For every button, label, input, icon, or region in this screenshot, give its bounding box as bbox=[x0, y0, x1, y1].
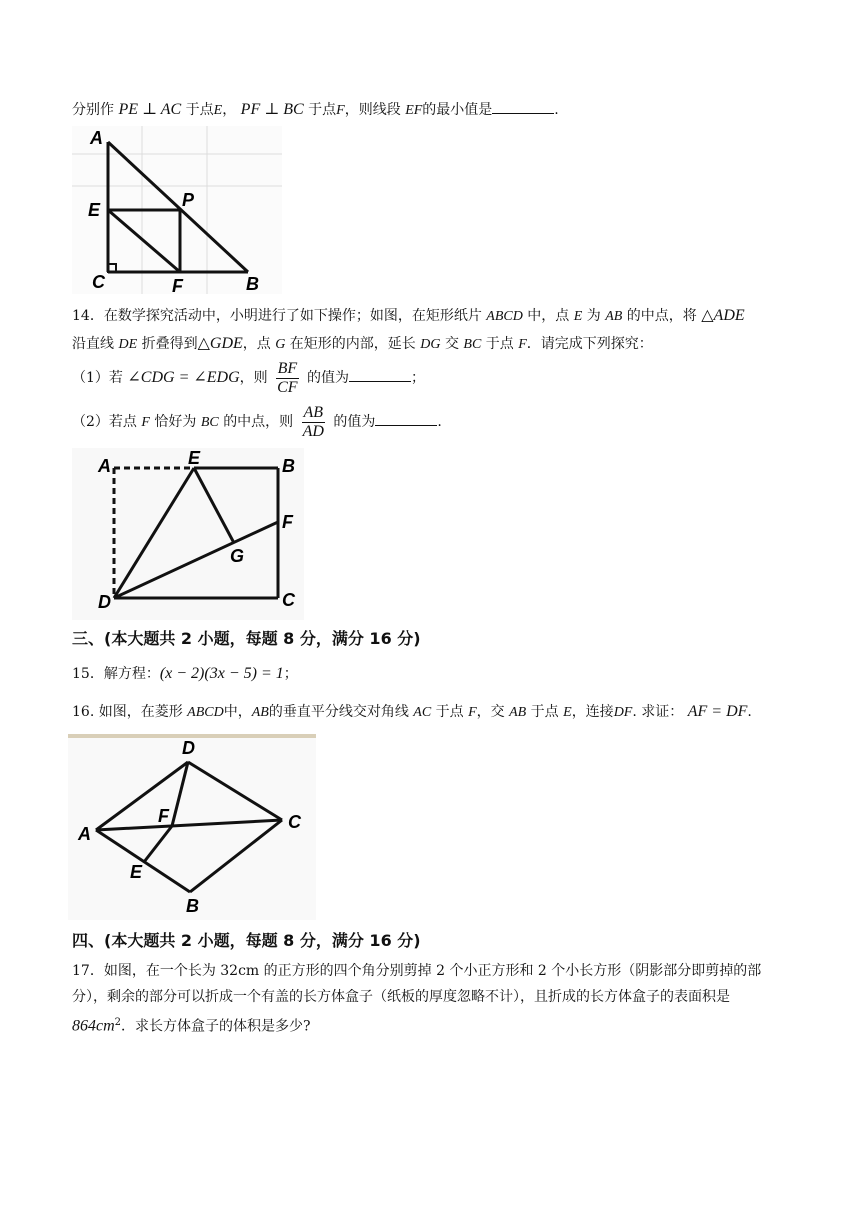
label-f: F bbox=[158, 806, 169, 826]
label-e: E bbox=[188, 448, 201, 468]
q17-line2: 分），剩余的部分可以折成一个有盖的长方体盒子（纸板的厚度忽略不计），且折成的长方体盒子的表面积是 bbox=[72, 989, 730, 1005]
label-f: F bbox=[282, 512, 293, 532]
figure-q13 bbox=[72, 126, 282, 294]
q17-line3: $864cm^2$．求长方体盒子的体积是多少? bbox=[72, 1017, 311, 1035]
section-3-heading: 三、(本大题共 2 小题，每题 8 分，满分 16 分) bbox=[72, 629, 421, 648]
label-b: B bbox=[282, 456, 295, 476]
label-a: A bbox=[78, 824, 91, 844]
label-c: C bbox=[288, 812, 301, 832]
q16-text: 16. 如图，在菱形 ABCD中，AB的垂直平分线交对角线 AC 于点 F，交 AB 于点 E，连接DF. 求证： AF = DF. bbox=[72, 703, 752, 720]
figure-q14 bbox=[72, 448, 304, 620]
answer-blank[interactable] bbox=[492, 99, 554, 114]
q14-line1: 14．在数学探究活动中，小明进行了如下操作；如图，在矩形纸片 ABCD 中，点 E 为 AB 的中点，将 △ADE bbox=[72, 307, 745, 324]
label-c: C bbox=[282, 590, 295, 610]
label-e: E bbox=[130, 862, 143, 882]
q17-text bbox=[72, 958, 792, 1040]
label-f: F bbox=[172, 276, 183, 294]
fraction-ab-ad: $\frac{AB}{AD}$ bbox=[302, 403, 324, 440]
q15-text: 15．解方程：(x − 2)(3x − 5) = 1； bbox=[72, 665, 298, 682]
label-e: E bbox=[88, 200, 101, 220]
q13-tail-text: 分别作 PE ⊥ AC 于点E， PF ⊥ BC 于点F，则线段 EF的最小值是 . bbox=[72, 101, 559, 118]
answer-blank[interactable] bbox=[375, 411, 437, 426]
answer-blank[interactable] bbox=[349, 367, 411, 382]
fraction-bf-cf: $\frac{BF}{CF}$ bbox=[277, 359, 298, 396]
figure-q16 bbox=[68, 734, 316, 920]
q14-line2: 沿直线 DE 折叠得到△GDE，点 G 在矩形的内部，延长 DG 交 BC 于点 F．请完成下列探究： bbox=[72, 335, 653, 352]
label-p: P bbox=[182, 190, 195, 210]
label-d: D bbox=[182, 738, 195, 758]
section-4-heading: 四、(本大题共 2 小题，每题 8 分，满分 16 分) bbox=[72, 931, 421, 950]
label-g: G bbox=[230, 546, 245, 566]
q14-part2: （2）若点 F 恰好为 BC 的中点，则 $\frac{AB}{AD}$ 的值为 . bbox=[72, 403, 442, 440]
label-d: D bbox=[98, 592, 111, 612]
label-a: A bbox=[90, 128, 103, 148]
label-c: C bbox=[92, 272, 105, 292]
label-b: B bbox=[186, 896, 199, 916]
q17-line1: 17．如图，在一个长为 32cm 的正方形的四个角分别剪掉 2 个小正方形和 2 个小长方形（阴影部分即剪掉的部 bbox=[72, 963, 762, 979]
label-b: B bbox=[246, 274, 259, 294]
q14-part1: （1）若 ∠CDG = ∠EDG，则 $\frac{BF}{CF}$ 的值为 ； bbox=[72, 359, 426, 396]
label-a: A bbox=[98, 456, 111, 476]
